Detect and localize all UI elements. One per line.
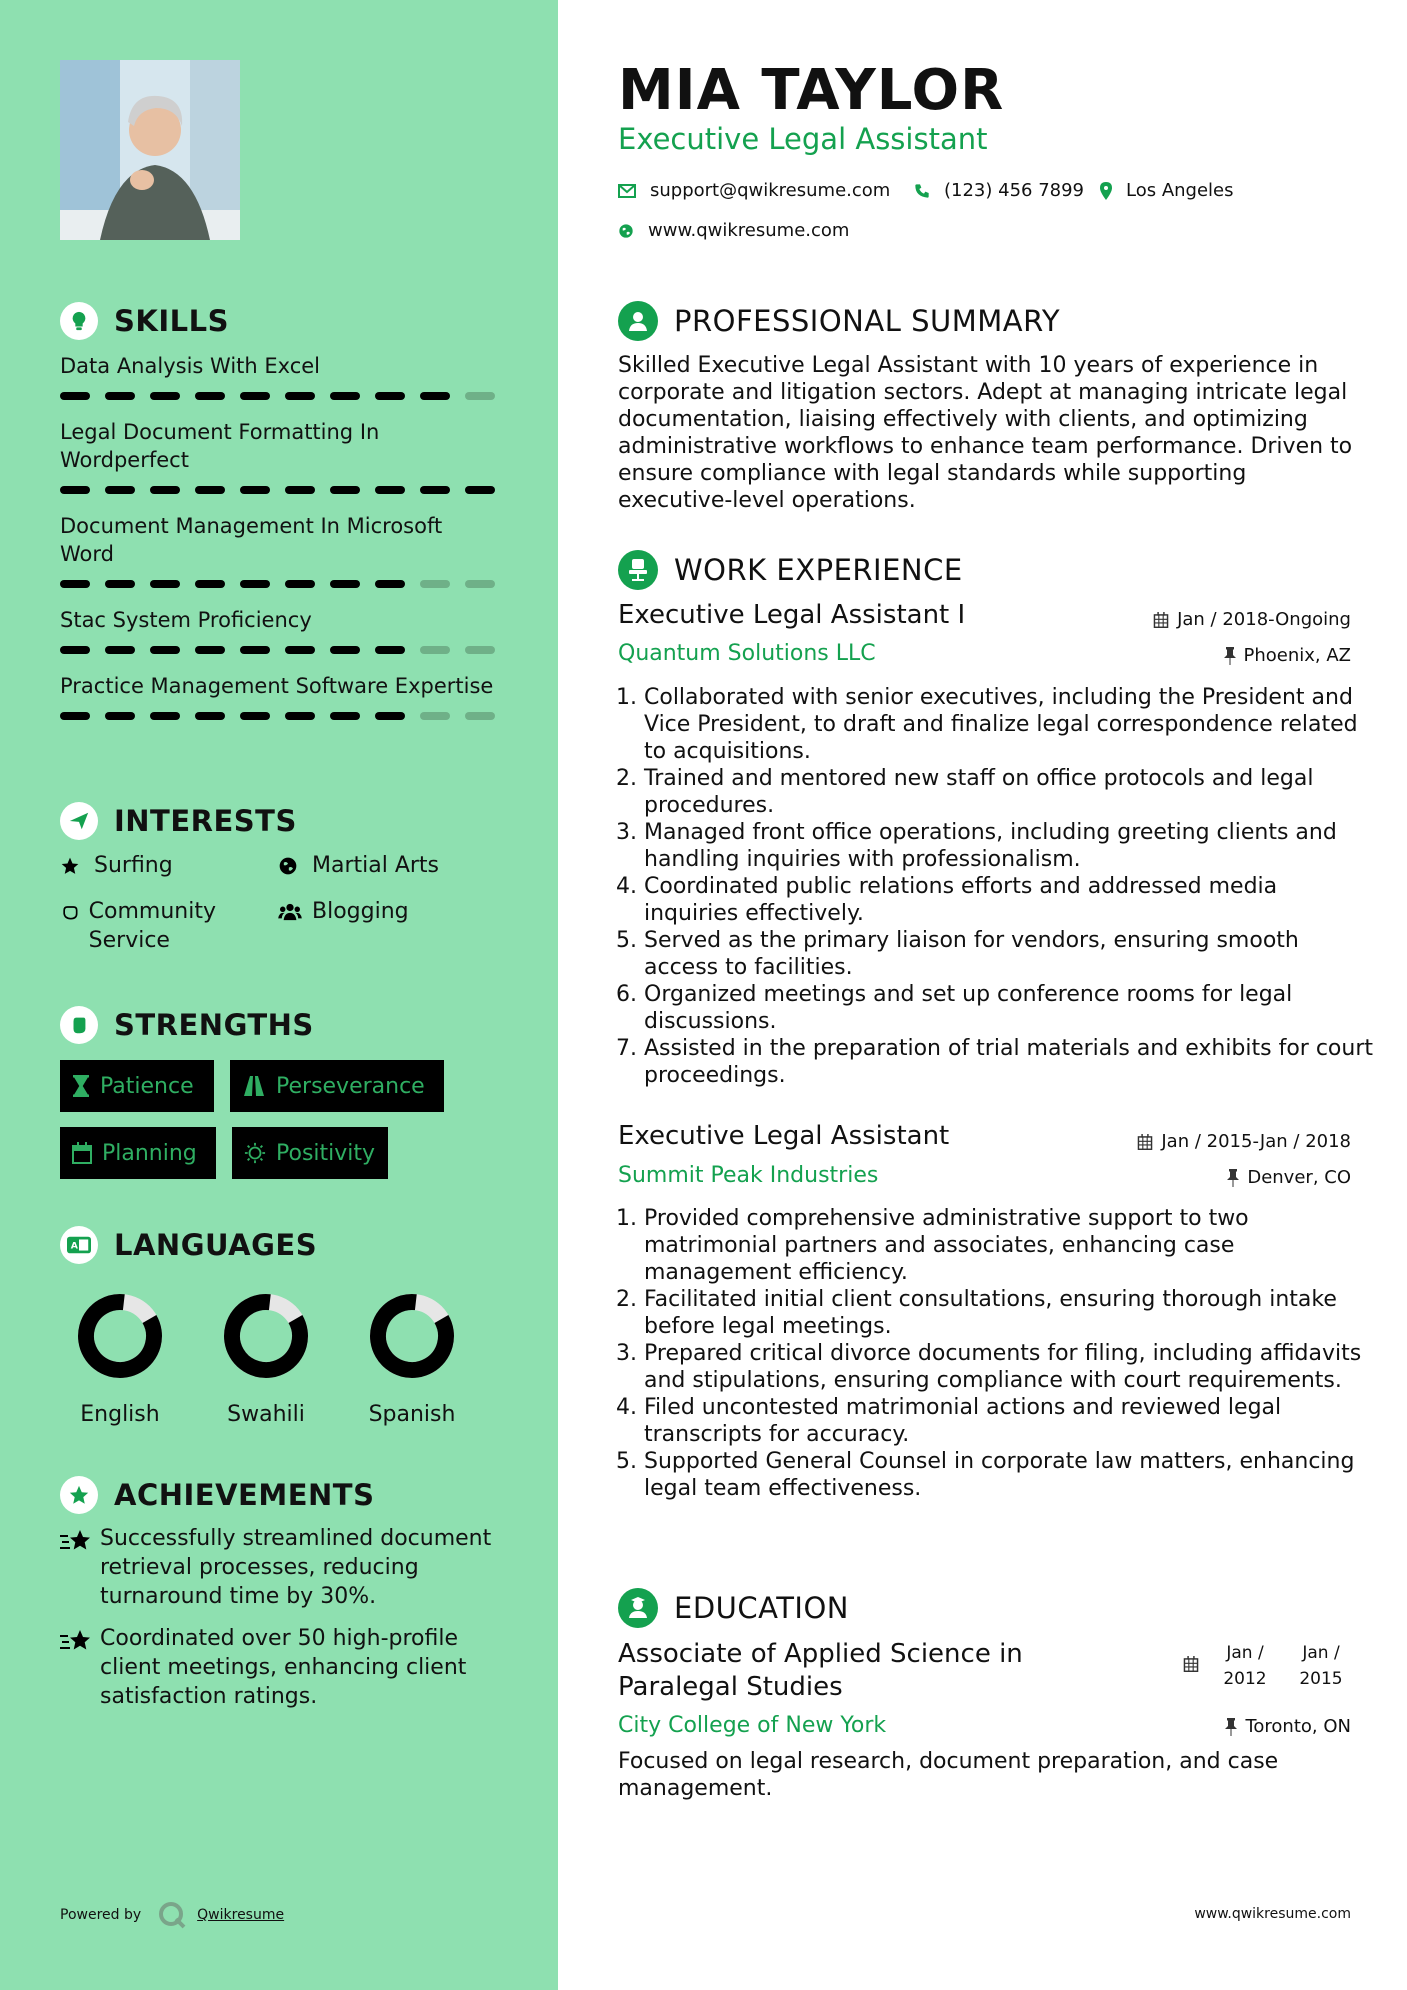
skill-item — [60, 512, 500, 588]
strengths-title: STRENGTHS — [114, 1008, 314, 1042]
experience-title: WORK EXPERIENCE — [674, 553, 963, 587]
skill-level-dash — [330, 712, 360, 720]
job-location-text: Denver, CO — [1247, 1167, 1351, 1188]
svg-text:A: A — [70, 1240, 78, 1252]
sun-icon — [244, 1142, 266, 1164]
skill-level-dash — [195, 486, 225, 494]
languages-title: LANGUAGES — [114, 1228, 318, 1262]
job-location — [1224, 645, 1352, 666]
skill-level-dash — [465, 486, 495, 494]
globe-icon — [278, 851, 304, 880]
summary-heading — [618, 301, 1060, 341]
users-icon — [278, 897, 304, 926]
paper-plane-icon — [60, 802, 98, 840]
skills-heading — [60, 302, 229, 340]
skill-level-dash — [375, 580, 405, 588]
interest-item — [278, 851, 439, 880]
interest-item — [60, 897, 260, 955]
job-duties — [618, 684, 1378, 1089]
strength-tag — [60, 1060, 214, 1112]
skill-level-dash — [375, 486, 405, 494]
skill-name: Practice Management Software Expertise — [60, 674, 494, 698]
phone-icon — [914, 183, 930, 199]
contact-email[interactable] — [618, 180, 890, 201]
skill-level-dash — [105, 646, 135, 654]
skill-level-dash — [375, 646, 405, 654]
office-chair-icon — [618, 550, 658, 590]
skill-level-dash — [465, 646, 495, 654]
duty-item: 7. Assisted in the preparation of trial materials and exhibits for court proceedings. — [644, 1035, 1378, 1089]
skill-level-dash — [105, 712, 135, 720]
language-ring-fill — [222, 1292, 310, 1380]
strength-label: Positivity — [276, 1140, 376, 1166]
achievements-title: ACHIEVEMENTS — [114, 1478, 375, 1512]
achievement-item — [60, 1524, 500, 1611]
skill-level-dash — [150, 580, 180, 588]
star-badge-icon — [60, 1476, 98, 1514]
profile-photo — [60, 60, 240, 240]
company-name: Quantum Solutions LLC — [618, 641, 876, 666]
strength-label: Patience — [100, 1073, 194, 1099]
skill-level-dash — [240, 392, 270, 400]
education-description: Focused on legal research, document preparation, and case management. — [618, 1749, 1279, 1801]
skill-level-dash — [375, 712, 405, 720]
education-title: EDUCATION — [674, 1591, 850, 1625]
degree-title: Associate of Applied Science in Paralegal Studies — [618, 1639, 1023, 1702]
powered-by — [60, 1900, 284, 1930]
job-title: Executive Legal Assistant — [618, 1121, 950, 1151]
phone-text: (123) 456 7899 — [944, 180, 1085, 201]
skill-level-dash — [285, 486, 315, 494]
road-icon — [242, 1076, 266, 1096]
skill-level-dash — [330, 392, 360, 400]
interest-label: Surfing — [94, 853, 173, 878]
skill-level-dash — [285, 580, 315, 588]
skill-level-bar — [60, 712, 500, 720]
calendar-icon — [1183, 1640, 1199, 1680]
skill-item — [60, 352, 500, 400]
contact-location — [1100, 180, 1234, 201]
skill-item — [60, 418, 500, 494]
strength-tag — [60, 1127, 216, 1179]
translate-icon — [60, 1226, 98, 1264]
skill-level-dash — [60, 486, 90, 494]
skill-level-dash — [285, 712, 315, 720]
skill-level-dash — [330, 580, 360, 588]
duty-item: 3. Prepared critical divorce documents for filing, including affidavits and stipulations, ensuring compliance with court requirements. — [644, 1340, 1378, 1394]
skill-level-dash — [150, 646, 180, 654]
calendar-icon — [72, 1142, 92, 1164]
skill-level-dash — [420, 580, 450, 588]
skill-level-dash — [465, 392, 495, 400]
skill-level-dash — [420, 392, 450, 400]
job-title: Executive Legal Assistant I — [618, 600, 966, 630]
job-dates-text: Jan / 2015-Jan / 2018 — [1161, 1131, 1351, 1152]
skill-level-dash — [195, 646, 225, 654]
skill-level-dash — [375, 392, 405, 400]
globe-icon — [618, 223, 634, 239]
education-end: Jan / 2015 — [1299, 1643, 1343, 1689]
shooting-star-icon — [60, 1624, 100, 1711]
graduate-icon — [618, 1588, 658, 1628]
job-dates — [1137, 1131, 1351, 1152]
summary-text: Skilled Executive Legal Assistant with 10 years of experience in corporate and litigation sectors. Adept at managing intricate legal documentation, liaising effectively with clients, and optimizing administrative workflows to enhance team performance. Driven to ensure compliance with legal standards while supporting executive-level operations. — [618, 353, 1353, 513]
main-content — [558, 0, 1407, 1990]
job-dates-text: Jan / 2018-Ongoing — [1177, 609, 1351, 630]
skill-level-dash — [150, 486, 180, 494]
skill-level-dash — [285, 646, 315, 654]
hourglass-icon — [72, 1075, 90, 1097]
duty-item: 2. Facilitated initial client consultations, ensuring thorough intake before legal meetings. — [644, 1286, 1378, 1340]
strength-label: Planning — [102, 1140, 197, 1166]
skill-level-dash — [420, 712, 450, 720]
strength-label: Perseverance — [276, 1073, 425, 1099]
duty-item: 1. Provided comprehensive administrative support to two matrimonial partners and associates, enhancing case management efficiency. — [644, 1205, 1378, 1286]
duty-item: 2. Trained and mentored new staff on office protocols and legal procedures. — [644, 765, 1378, 819]
skill-level-dash — [420, 646, 450, 654]
skill-level-dash — [240, 646, 270, 654]
achievement-text: Coordinated over 50 high-profile client meetings, enhancing client satisfaction ratings. — [100, 1626, 467, 1709]
language-name: English — [80, 1402, 160, 1427]
skill-level-dash — [60, 712, 90, 720]
duty-item: 1. Collaborated with senior executives, including the President and Vice President, to draft and finalize legal correspondence related to acquisitions. — [644, 684, 1378, 765]
education-dates — [1183, 1640, 1351, 1692]
skill-level-dash — [195, 712, 225, 720]
duty-item: 5. Served as the primary liaison for vendors, ensuring smooth access to facilities. — [644, 927, 1378, 981]
interest-label: Martial Arts — [312, 853, 440, 878]
skill-level-dash — [420, 486, 450, 494]
language-item — [342, 1292, 482, 1427]
shooting-star-icon — [60, 1524, 100, 1611]
experience-heading — [618, 550, 963, 590]
skill-level-dash — [240, 580, 270, 588]
language-level-ring — [76, 1292, 164, 1380]
interest-label: Community Service — [88, 899, 216, 953]
user-icon — [618, 301, 658, 341]
language-name: Spanish — [368, 1402, 456, 1427]
job-dates — [1153, 609, 1351, 630]
pushpin-icon — [1224, 647, 1236, 665]
footer-website[interactable]: www.qwikresume.com — [1194, 1906, 1351, 1922]
skill-level-dash — [195, 392, 225, 400]
calendar-icon — [1153, 612, 1169, 628]
education-location-text: Toronto, ON — [1245, 1716, 1351, 1737]
skill-level-dash — [285, 392, 315, 400]
strength-tag — [232, 1127, 388, 1179]
education-location — [1225, 1716, 1351, 1737]
star-icon — [60, 851, 86, 880]
email-text: support@qwikresume.com — [650, 180, 891, 201]
company-name: Summit Peak Industries — [618, 1163, 879, 1188]
achievement-text: Successfully streamlined document retrieval processes, reducing turnaround time by 30%. — [100, 1526, 492, 1609]
pushpin-icon — [1225, 1718, 1237, 1736]
skill-level-bar — [60, 486, 500, 494]
skill-level-dash — [240, 712, 270, 720]
contact-website[interactable] — [618, 220, 849, 241]
language-item — [196, 1292, 336, 1427]
skill-level-dash — [105, 392, 135, 400]
skill-level-dash — [195, 580, 225, 588]
skill-level-dash — [330, 646, 360, 654]
skill-level-dash — [330, 486, 360, 494]
fist-icon — [60, 1006, 98, 1044]
skill-level-dash — [105, 580, 135, 588]
hand-icon — [60, 897, 81, 926]
achievements-heading — [60, 1476, 374, 1514]
language-level-ring — [222, 1292, 310, 1380]
candidate-role: Executive Legal Assistant — [618, 122, 988, 156]
skill-level-bar — [60, 392, 500, 400]
duty-item: 3. Managed front office operations, including greeting clients and handling inquiries with professionalism. — [644, 819, 1378, 873]
language-name: Swahili — [227, 1402, 305, 1427]
skill-level-dash — [465, 712, 495, 720]
skill-level-bar — [60, 646, 500, 654]
interest-label: Blogging — [312, 899, 409, 924]
duty-item: 4. Filed uncontested matrimonial actions and reviewed legal transcripts for accuracy. — [644, 1394, 1378, 1448]
achievement-item — [60, 1624, 500, 1711]
skill-level-dash — [60, 580, 90, 588]
interest-item — [278, 897, 409, 926]
skill-item — [60, 606, 500, 654]
language-level-ring — [368, 1292, 456, 1380]
skill-level-dash — [105, 486, 135, 494]
interests-title: INTERESTS — [114, 804, 297, 838]
strength-tag — [230, 1060, 444, 1112]
skill-level-dash — [60, 646, 90, 654]
languages-heading — [60, 1226, 317, 1264]
skill-item — [60, 672, 500, 720]
calendar-icon — [1137, 1134, 1153, 1150]
location-text: Los Angeles — [1126, 180, 1234, 201]
summary-title: PROFESSIONAL SUMMARY — [674, 304, 1061, 338]
candidate-name: MIA TAYLOR — [618, 58, 1005, 123]
skill-level-dash — [465, 580, 495, 588]
skill-name: Data Analysis With Excel — [60, 354, 320, 378]
interests-heading — [60, 802, 297, 840]
duty-item: 4. Coordinated public relations efforts and addressed media inquiries effectively. — [644, 873, 1378, 927]
skill-level-dash — [240, 486, 270, 494]
duty-item: 5. Supported General Counsel in corporate law matters, enhancing legal team effectiveness. — [644, 1448, 1378, 1502]
education-start: Jan / 2012 — [1223, 1643, 1267, 1689]
skills-title: SKILLS — [114, 304, 229, 338]
language-ring-fill — [368, 1292, 456, 1380]
skill-level-dash — [60, 392, 90, 400]
contact-phone[interactable] — [914, 180, 1084, 201]
brand-link[interactable]: Qwikresume — [197, 1907, 285, 1923]
qwikresume-logo-icon — [157, 1900, 187, 1930]
interest-item — [60, 851, 173, 880]
pushpin-icon — [1227, 1169, 1239, 1187]
sidebar — [0, 0, 558, 1990]
education-heading — [618, 1588, 849, 1628]
skill-level-dash — [150, 712, 180, 720]
powered-by-label: Powered by — [60, 1907, 142, 1923]
language-ring-fill — [76, 1292, 164, 1380]
job-location — [1227, 1167, 1351, 1188]
skill-level-dash — [150, 392, 180, 400]
envelope-icon — [618, 184, 636, 198]
strengths-heading — [60, 1006, 314, 1044]
job-duties — [618, 1205, 1378, 1502]
website-text: www.qwikresume.com — [648, 220, 850, 241]
language-item — [50, 1292, 190, 1427]
skill-name: Document Management In Microsoft Word — [60, 514, 443, 566]
duty-item: 6. Organized meetings and set up conference rooms for legal discussions. — [644, 981, 1378, 1035]
lightbulb-icon — [60, 302, 98, 340]
skill-name: Stac System Proficiency — [60, 608, 312, 632]
school-name: City College of New York — [618, 1713, 887, 1738]
job-location-text: Phoenix, AZ — [1243, 645, 1351, 666]
map-pin-icon — [1100, 182, 1112, 200]
skill-name: Legal Document Formatting In Wordperfect — [60, 420, 380, 472]
skill-level-bar — [60, 580, 500, 588]
